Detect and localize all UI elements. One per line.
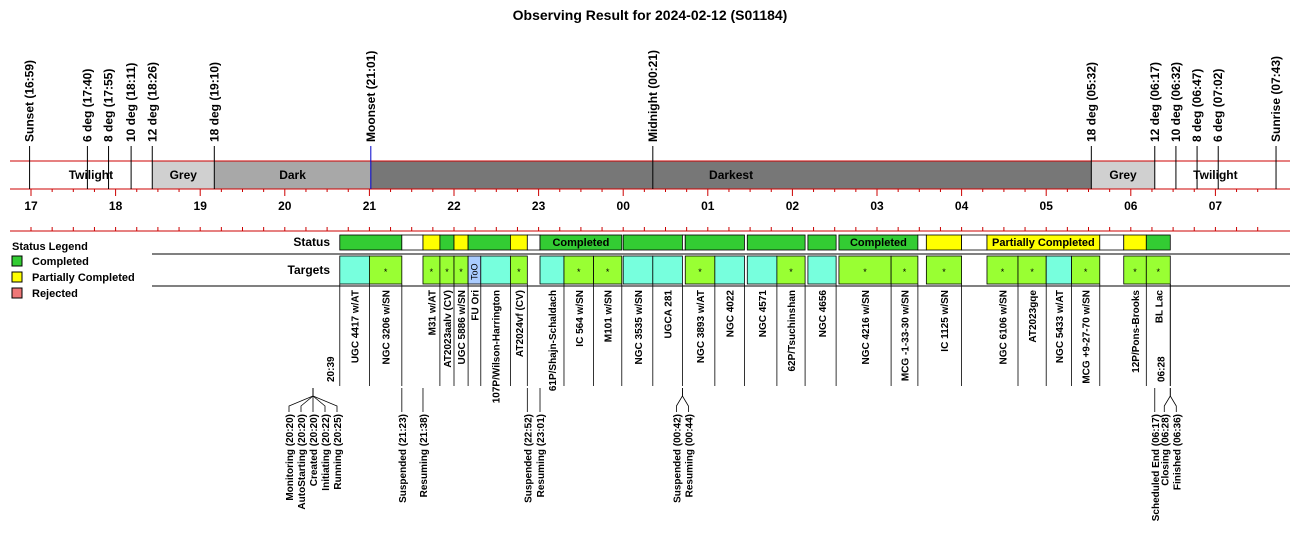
sky-event-label: 6 deg (17:40) [80, 68, 95, 142]
sky-event-label: 18 deg (19:10) [207, 61, 222, 142]
hour-tick-label: 02 [785, 199, 800, 213]
target-block [623, 256, 653, 284]
hour-tick-label: 22 [447, 199, 461, 213]
sky-band-label: Twilight [68, 168, 114, 182]
target-block [481, 256, 511, 284]
legend-swatch [12, 272, 22, 282]
target-name: NGC 4656 [818, 290, 830, 338]
sky-band-label: Darkest [709, 168, 754, 182]
target-name: NGC 3535 w/SN [634, 290, 646, 365]
target-name: M31 w/AT [427, 290, 439, 336]
status-segment [1146, 235, 1170, 250]
time-axis [10, 189, 1290, 231]
status-segment [402, 235, 423, 250]
legend-item-label: Completed [32, 256, 89, 268]
chart-title: Observing Result for 2024-02-12 (S01184) [512, 7, 788, 23]
hour-tick-label: 17 [24, 199, 38, 213]
target-name: AT2023gqe [1028, 290, 1040, 343]
status-row-label: Status [293, 235, 330, 249]
event-label: Scheduled End (06:17) [1150, 414, 1162, 522]
status-segment [1124, 235, 1147, 250]
event-leader [682, 388, 688, 412]
target-name: IC 1125 w/SN [939, 290, 951, 352]
sky-event-label: 6 deg (07:02) [1211, 68, 1226, 142]
target-marker: * [383, 267, 388, 277]
legend-item-label: Partially Completed [32, 272, 135, 284]
target-marker: * [577, 267, 581, 277]
target-block [747, 256, 777, 284]
target-name: IC 564 w/SN [574, 290, 586, 347]
target-name: MCG +9-27-70 w/SN [1081, 290, 1093, 384]
targets-row [340, 256, 1170, 403]
hour-tick-label: 05 [1039, 199, 1053, 213]
legend-item-label: Rejected [32, 288, 78, 300]
target-block [715, 256, 745, 284]
status-segment-label: Partially Completed [992, 237, 1095, 249]
status-segment [340, 235, 402, 250]
hour-tick-label: 18 [108, 199, 123, 213]
sky-event-label: 8 deg (17:55) [101, 68, 116, 142]
event-label: Closing (06:28) [1160, 414, 1172, 486]
sky-event-label: 8 deg (06:47) [1190, 68, 1205, 142]
status-segment [454, 235, 468, 250]
target-marker: * [1133, 267, 1137, 277]
event-label: Suspended (00:42) [672, 414, 684, 503]
target-marker: * [517, 267, 521, 277]
target-marker: * [1000, 267, 1005, 277]
sky-bands [10, 161, 1290, 189]
target-marker: ToO [469, 263, 480, 280]
event-log [285, 388, 1183, 521]
target-name: BL Lac [1154, 290, 1166, 324]
status-legend [12, 241, 135, 300]
event-label: Suspended (21:23) [397, 414, 409, 503]
target-marker: * [902, 267, 907, 277]
target-block [808, 256, 836, 284]
sky-event-label: Moonset (21:01) [363, 50, 378, 142]
status-segment [440, 235, 454, 250]
target-block [1046, 256, 1071, 284]
target-name: FU Ori [470, 290, 482, 321]
sky-band-label: Grey [169, 168, 197, 182]
status-segment [527, 235, 540, 250]
event-label: AutoStarting (20:20) [297, 414, 308, 510]
target-name: 107P/Wilson-Harrington [491, 289, 503, 404]
status-segment [623, 235, 682, 250]
target-marker: * [863, 267, 867, 277]
target-name: NGC 3893 w/AT [696, 290, 708, 364]
target-name: UGC 4417 w/AT [350, 290, 362, 364]
event-label: Resuming (00:44) [684, 414, 696, 498]
targets-row-label: Targets [287, 263, 330, 277]
hour-tick-label: 07 [1208, 199, 1223, 213]
sky-event-label: Midnight (00:21) [645, 50, 660, 142]
hour-tick-label: 20 [278, 199, 292, 213]
target-name: UGCA 281 [663, 290, 675, 339]
status-segment-label: Completed [849, 237, 907, 249]
target-name: NGC 5433 w/AT [1054, 290, 1066, 364]
target-marker: * [445, 267, 449, 277]
status-segment [423, 235, 440, 250]
time-mark-label: 06:28 [1156, 356, 1168, 382]
target-name: UGC 5886 w/SN [457, 290, 469, 365]
sky-band-label: Twilight [1193, 168, 1238, 182]
hour-tick-label: 01 [701, 199, 715, 213]
hour-tick-label: 04 [954, 199, 969, 213]
target-name: M101 w/SN [603, 290, 615, 343]
status-segment [918, 235, 926, 250]
target-marker: * [942, 267, 946, 277]
legend-title: Status Legend [12, 241, 88, 253]
target-name: NGC 4216 w/SN [861, 290, 873, 365]
target-block [653, 256, 683, 284]
hour-tick-label: 21 [362, 199, 377, 213]
hour-tick-label: 19 [193, 199, 207, 213]
target-name: NGC 4571 [758, 290, 770, 338]
target-block [540, 256, 564, 284]
status-segment [808, 235, 836, 250]
target-marker: * [1156, 267, 1161, 277]
target-marker: * [698, 267, 702, 277]
event-leader [676, 388, 682, 412]
target-name: NGC 3206 w/SN [381, 290, 393, 365]
sky-event-label: Sunset (16:59) [22, 59, 37, 143]
status-segment [468, 235, 510, 250]
event-leader [1170, 388, 1176, 412]
status-segment-label: Completed [552, 237, 610, 249]
target-marker: * [605, 267, 610, 277]
sky-band-label: Dark [279, 168, 306, 182]
sky-event-label: 12 deg (18:26) [145, 61, 160, 142]
target-name: 12P/Pons-Brooks [1131, 290, 1143, 373]
sky-event-label: 10 deg (18:11) [124, 62, 139, 142]
legend-swatch [12, 256, 22, 266]
event-label: Created (20:20) [309, 414, 320, 487]
hour-tick-label: 23 [531, 199, 546, 213]
status-segment [747, 235, 805, 250]
target-name: AT2024vf (CV) [514, 290, 526, 358]
sky-event-label: 10 deg (06:32) [1168, 61, 1183, 142]
hour-tick-label: 03 [870, 199, 884, 213]
event-label: Monitoring (20:20) [285, 414, 296, 501]
event-label: Initiating (20:22) [321, 414, 332, 491]
event-label: Resuming (23:01) [536, 414, 548, 498]
target-name: AT2023aalv (CV) [442, 290, 454, 368]
time-mark-label: 20:39 [325, 356, 337, 382]
event-label: Running (20:25) [333, 414, 344, 490]
target-name: 61P/Shajn-Schaldach [547, 290, 559, 392]
target-marker: * [789, 267, 793, 277]
hour-tick-label: 06 [1124, 199, 1138, 213]
status-segment [685, 235, 744, 250]
status-segment [962, 235, 987, 250]
sky-event-label: 18 deg (05:32) [1084, 61, 1099, 142]
target-name: NGC 6106 w/SN [998, 290, 1010, 365]
sky-band-label: Grey [1109, 168, 1137, 182]
event-label: Finished (06:36) [1172, 414, 1184, 491]
status-segment [926, 235, 961, 250]
target-block [340, 256, 370, 284]
status-segment [1100, 235, 1124, 250]
event-leader [1164, 388, 1170, 412]
sky-event-label: 12 deg (06:17) [1147, 61, 1162, 142]
target-marker: * [1030, 267, 1034, 277]
status-segment [510, 235, 527, 250]
target-name: NGC 4022 [725, 290, 737, 338]
target-marker: * [1083, 267, 1088, 277]
target-name: MCG -1-33-30 w/SN [900, 290, 912, 382]
sky-event-label: Sunrise (07:43) [1269, 55, 1284, 142]
legend-swatch [12, 288, 22, 298]
target-marker: * [459, 267, 463, 277]
target-name: 62P/Tsuchinshan [786, 290, 798, 372]
hour-tick-label: 00 [616, 199, 630, 213]
event-label: Suspended (22:52) [523, 414, 535, 503]
target-marker: * [429, 267, 434, 277]
status-segment [682, 235, 685, 250]
event-label: Resuming (21:38) [418, 414, 430, 498]
